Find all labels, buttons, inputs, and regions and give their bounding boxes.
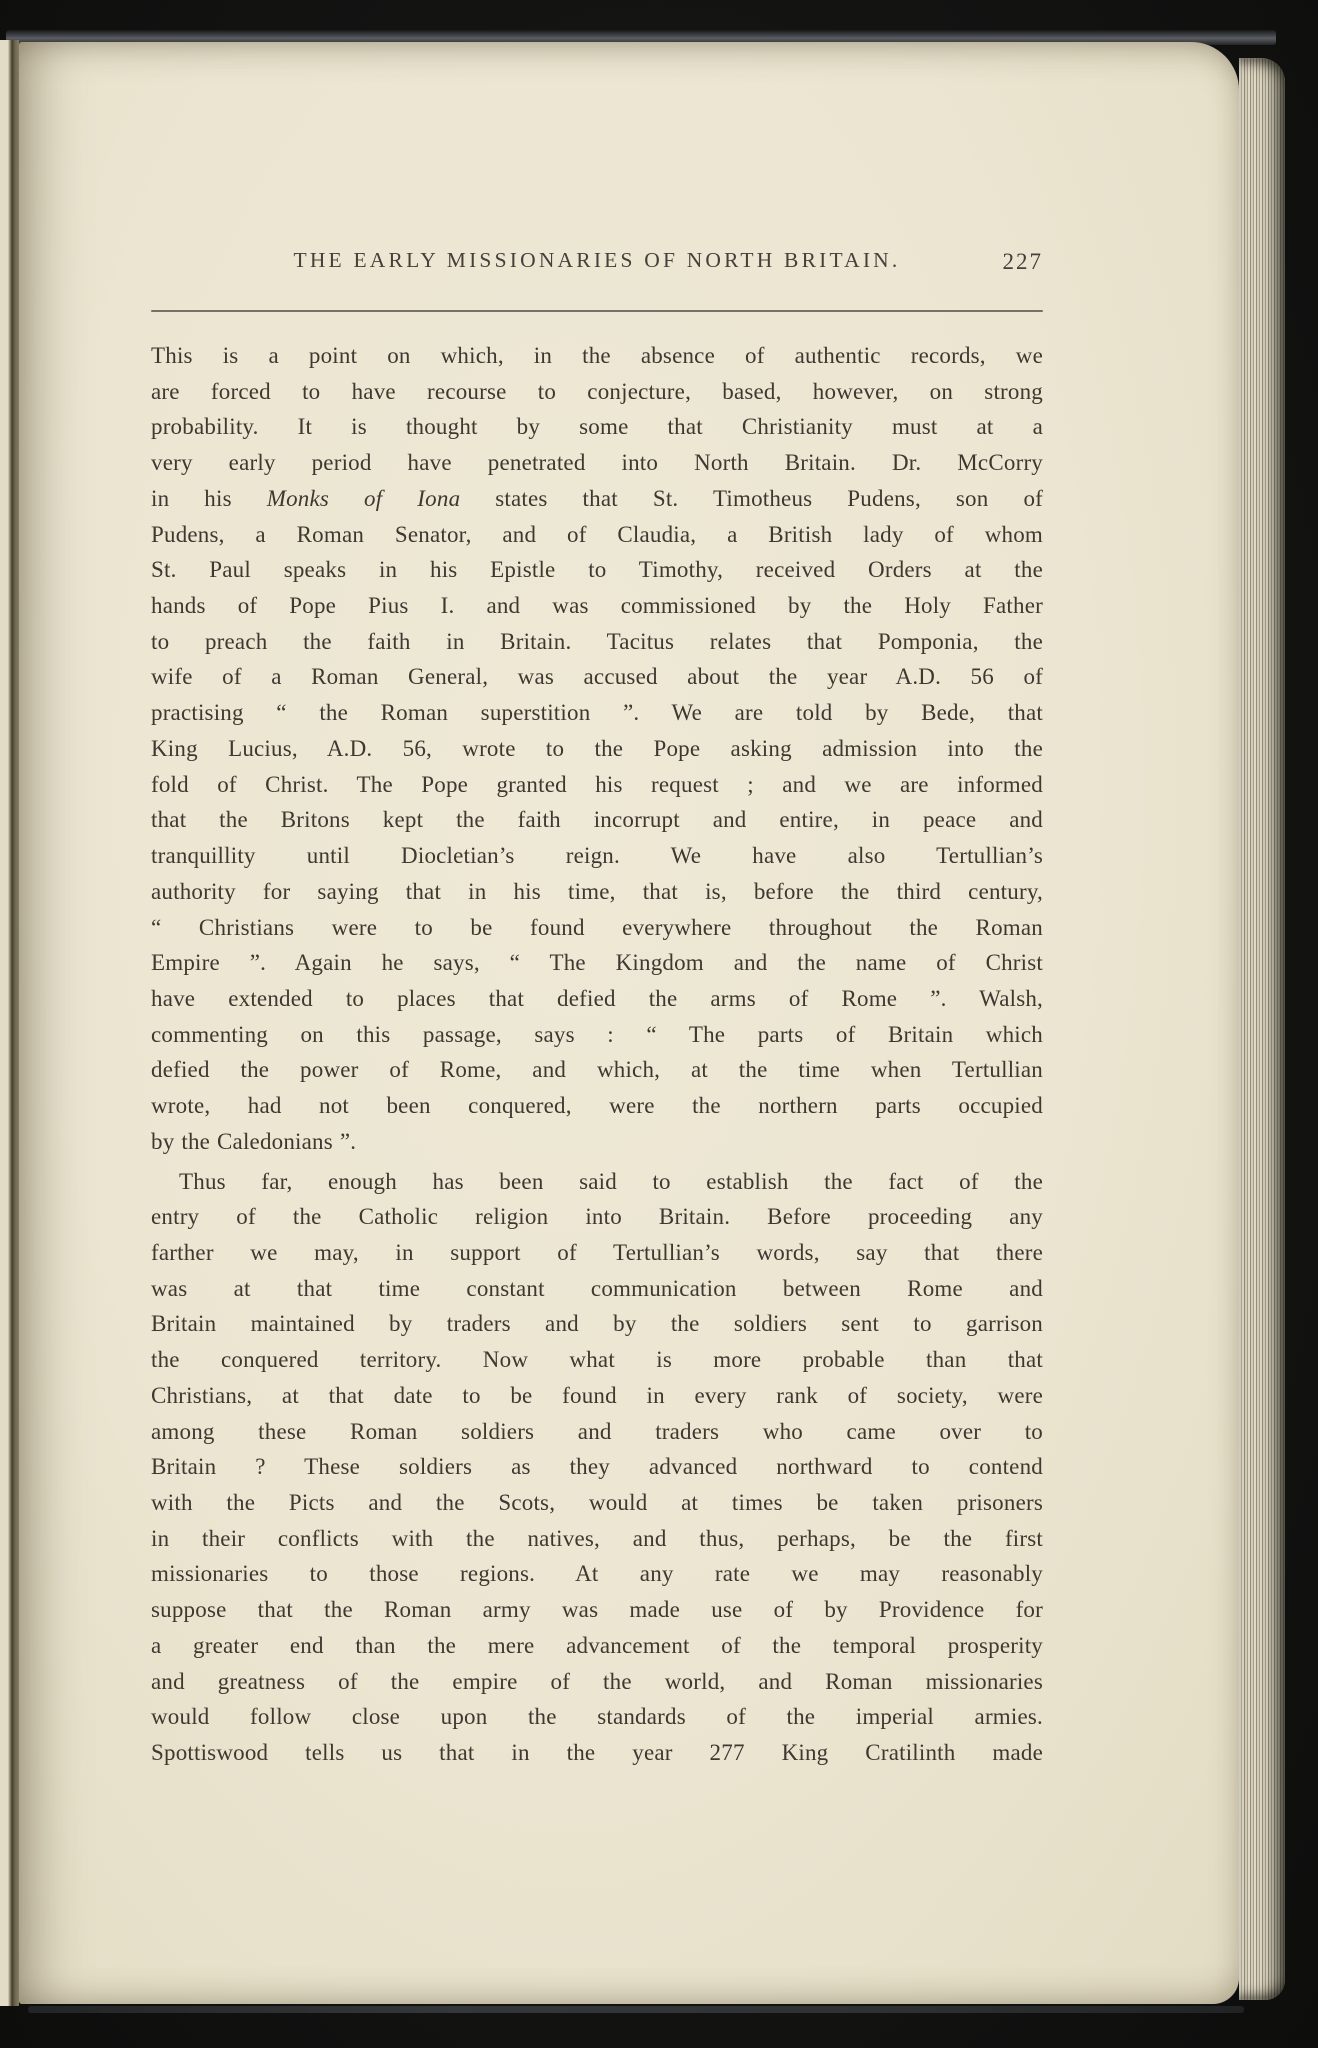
paragraph — [151, 338, 1043, 1160]
text-line: to preach the faith in Britain. Tacitus relates that Pomponia, the — [151, 628, 1043, 654]
text-line: Empire ”. Again he says, “ The Kingdom and the name of Christ — [151, 950, 1043, 976]
text-line: commenting on this passage, says : “ The parts of Britain which — [151, 1021, 1043, 1047]
text-segment: states that St. Timotheus Pudens, son of — [460, 485, 1044, 511]
text-line: King Lucius, A.D. 56, wrote to the Pope asking admission into the — [151, 735, 1043, 761]
text-line: This is a point on which, in the absence of authentic records, we — [151, 343, 1043, 368]
text-line: are forced to have recourse to conjecture, based, however, on strong — [151, 378, 1043, 404]
text-line: would follow close upon the standards of the imperial armies. — [151, 1704, 1043, 1730]
body-text — [151, 338, 1043, 1771]
text-line: defied the power of Rome, and which, at the time when Tertullian — [151, 1057, 1043, 1083]
text-line: was at that time constant communication between Rome and — [151, 1275, 1043, 1301]
text-line: “ Christians were to be found everywhere throughout the Roman — [151, 914, 1043, 940]
page-title: THE EARLY MISSIONARIES OF NORTH BRITAIN. — [293, 248, 901, 272]
text-line: by the Caledonians ”. — [151, 1128, 357, 1154]
page-number: 227 — [1002, 249, 1043, 274]
text-line: among these Roman soldiers and traders who came over to — [151, 1418, 1043, 1444]
facing-page-gutter — [0, 40, 19, 2006]
text-line: very early period have penetrated into North Britain. Dr. McCorry — [151, 450, 1043, 476]
page-fore-edge-stack — [1239, 58, 1285, 2000]
text-line: in their conflicts with the natives, and thus, perhaps, be the first — [151, 1525, 1043, 1551]
text-line: wife of a Roman General, was accused about the year A.D. 56 of — [151, 664, 1043, 690]
text-line: hands of Pope Pius I. and was commissioned by the Holy Father — [151, 593, 1043, 619]
text-line: entry of the Catholic religion into Britain. Before proceeding any — [151, 1204, 1043, 1230]
text-line — [151, 481, 1043, 517]
text-line: suppose that the Roman army was made use of by Providence for — [151, 1597, 1043, 1623]
scanned-book-page — [19, 42, 1239, 2004]
text-line: fold of Christ. The Pope granted his request ; and we are informed — [151, 771, 1043, 797]
text-line: Spottiswood tells us that in the year 277 King Cratilinth made — [151, 1740, 1043, 1766]
header-rule — [151, 310, 1043, 312]
text-line: Thus far, enough has been said to establish the fact of the — [179, 1168, 1043, 1194]
text-line: tranquillity until Diocletian’s reign. We have also Tertullian’s — [151, 843, 1043, 869]
text-line: the conquered territory. Now what is more probable than that — [151, 1347, 1043, 1373]
text-line: missionaries to those regions. At any rate we may reasonably — [151, 1561, 1043, 1587]
text-line: Britain ? These soldiers as they advanced northward to contend — [151, 1454, 1043, 1480]
book-cover-bottom-edge — [28, 2006, 1244, 2013]
text-line: with the Picts and the Scots, would at times be taken prisoners — [151, 1490, 1043, 1515]
running-header — [151, 248, 1043, 284]
text-line: St. Paul speaks in his Epistle to Timothy, received Orders at the — [151, 557, 1043, 583]
text-line: wrote, had not been conquered, were the northern parts occupied — [151, 1093, 1043, 1119]
text-line: that the Britons kept the faith incorrupt and entire, in peace and — [151, 807, 1043, 833]
text-line: probability. It is thought by some that Christianity must at a — [151, 414, 1043, 440]
text-line: Britain maintained by traders and by the soldiers sent to garrison — [151, 1311, 1043, 1337]
text-line: Pudens, a Roman Senator, and of Claudia, a British lady of whom — [151, 521, 1043, 547]
text-line: authority for saying that in his time, that is, before the third century, — [151, 878, 1043, 904]
book-title-italic: Monks of Iona — [266, 485, 461, 511]
text-line: farther we may, in support of Tertullian’s words, say that there — [151, 1239, 1043, 1265]
text-segment: in his — [151, 485, 267, 511]
text-line: practising “ the Roman superstition ”. We are told by Bede, that — [151, 700, 1043, 726]
text-line: and greatness of the empire of the world, and Roman missionaries — [151, 1668, 1043, 1694]
text-line: have extended to places that defied the arms of Rome ”. Walsh, — [151, 985, 1043, 1011]
paragraph — [151, 1164, 1043, 1771]
text-line: a greater end than the mere advancement of the temporal prosperity — [151, 1632, 1043, 1658]
text-line: Christians, at that date to be found in every rank of society, were — [151, 1382, 1043, 1408]
